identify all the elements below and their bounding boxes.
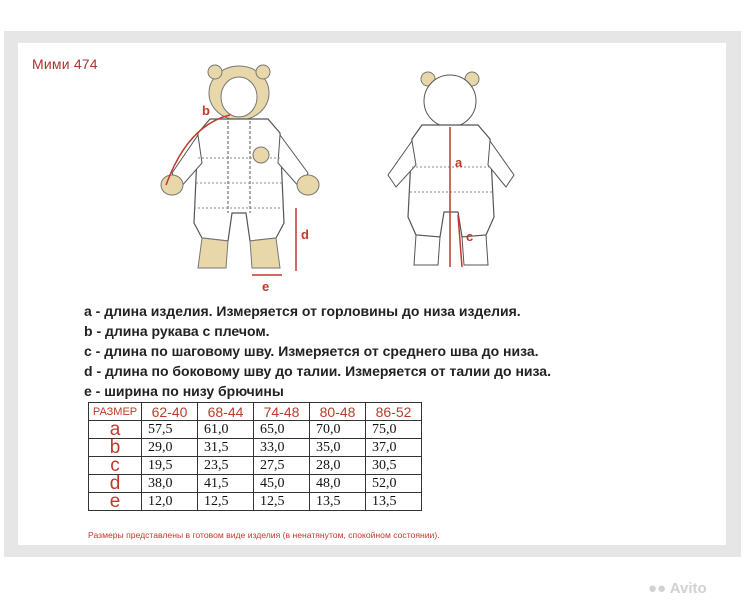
back-view-figure: [376, 67, 526, 287]
table-cell: 31,5: [198, 439, 254, 457]
back-hood: [424, 75, 476, 127]
table-cell: 61,0: [198, 421, 254, 439]
watermark-text: Avito: [669, 580, 707, 597]
size-corner-label: РАЗМЕР: [89, 403, 142, 421]
row-label: c: [89, 457, 142, 475]
back-body: [408, 125, 494, 237]
face-opening: [221, 77, 257, 117]
size-header-cell: 68-44: [198, 403, 254, 421]
table-cell: 19,5: [142, 457, 198, 475]
legend-d: d - длина по боковому шву до талии. Измеряется от талии до низа.: [84, 363, 551, 379]
size-header-cell: 86-52: [366, 403, 422, 421]
size-header-cell: 74-48: [254, 403, 310, 421]
table-row: [89, 493, 422, 511]
table-cell: 27,5: [254, 457, 310, 475]
table-cell: 52,0: [366, 475, 422, 493]
table-cell: 75,0: [366, 421, 422, 439]
row-label: b: [89, 439, 142, 457]
size-table: [88, 402, 422, 511]
bear-ear-left: [208, 65, 222, 79]
table-cell: 70,0: [310, 421, 366, 439]
size-header-row: [89, 403, 422, 421]
left-boot: [198, 238, 228, 268]
row-label: e: [89, 493, 142, 511]
front-view-figure: [158, 63, 348, 295]
size-header-cell: 80-48: [310, 403, 366, 421]
avito-logo-icon: ●●: [648, 580, 670, 597]
table-row: [89, 475, 422, 493]
label-c: c: [466, 229, 474, 244]
row-label: a: [89, 421, 142, 439]
bear-ear-right: [256, 65, 270, 79]
table-cell: 41,5: [198, 475, 254, 493]
back-view-drawing: [376, 67, 526, 287]
size-chart-card: [18, 43, 726, 545]
table-cell: 37,0: [366, 439, 422, 457]
table-cell: 12,5: [198, 493, 254, 511]
table-cell: 65,0: [254, 421, 310, 439]
avito-watermark: [648, 580, 707, 597]
table-cell: 28,0: [310, 457, 366, 475]
back-left-leg: [414, 235, 440, 265]
legend-b: b - длина рукава с плечом.: [84, 323, 270, 339]
table-cell: 29,0: [142, 439, 198, 457]
label-b: b: [202, 103, 210, 118]
measurement-legend: [84, 301, 684, 401]
row-label: d: [89, 475, 142, 493]
legend-a: a - длина изделия. Измеряется от горловины до низа изделия.: [84, 303, 521, 319]
table-cell: 12,5: [254, 493, 310, 511]
table-cell: 13,5: [310, 493, 366, 511]
right-mitten: [297, 175, 319, 195]
bear-patch-icon: [253, 147, 269, 163]
left-mitten: [161, 175, 183, 195]
table-cell: 12,0: [142, 493, 198, 511]
body-outline: [194, 119, 284, 241]
table-cell: 57,5: [142, 421, 198, 439]
right-boot: [250, 238, 280, 268]
table-cell: 38,0: [142, 475, 198, 493]
table-cell: 13,5: [366, 493, 422, 511]
size-header-cell: 62-40: [142, 403, 198, 421]
table-row: [89, 439, 422, 457]
table-row: [89, 457, 422, 475]
legend-c: c - длина по шаговому шву. Измеряется от среднего шва до низа.: [84, 343, 539, 359]
label-e: e: [262, 279, 270, 294]
label-d: d: [301, 227, 309, 242]
table-cell: 35,0: [310, 439, 366, 457]
table-cell: 23,5: [198, 457, 254, 475]
table-cell: 30,5: [366, 457, 422, 475]
footnote: Размеры представлены в готовом виде изделия (в ненатянутом, спокойном состоянии).: [88, 530, 440, 540]
table-cell: 33,0: [254, 439, 310, 457]
front-view-drawing: [158, 63, 348, 295]
label-a: a: [455, 155, 463, 170]
table-cell: 48,0: [310, 475, 366, 493]
table-row: [89, 421, 422, 439]
legend-e: e - ширина по низу брючины: [84, 383, 284, 399]
model-title: Мими 474: [32, 56, 98, 72]
table-cell: 45,0: [254, 475, 310, 493]
